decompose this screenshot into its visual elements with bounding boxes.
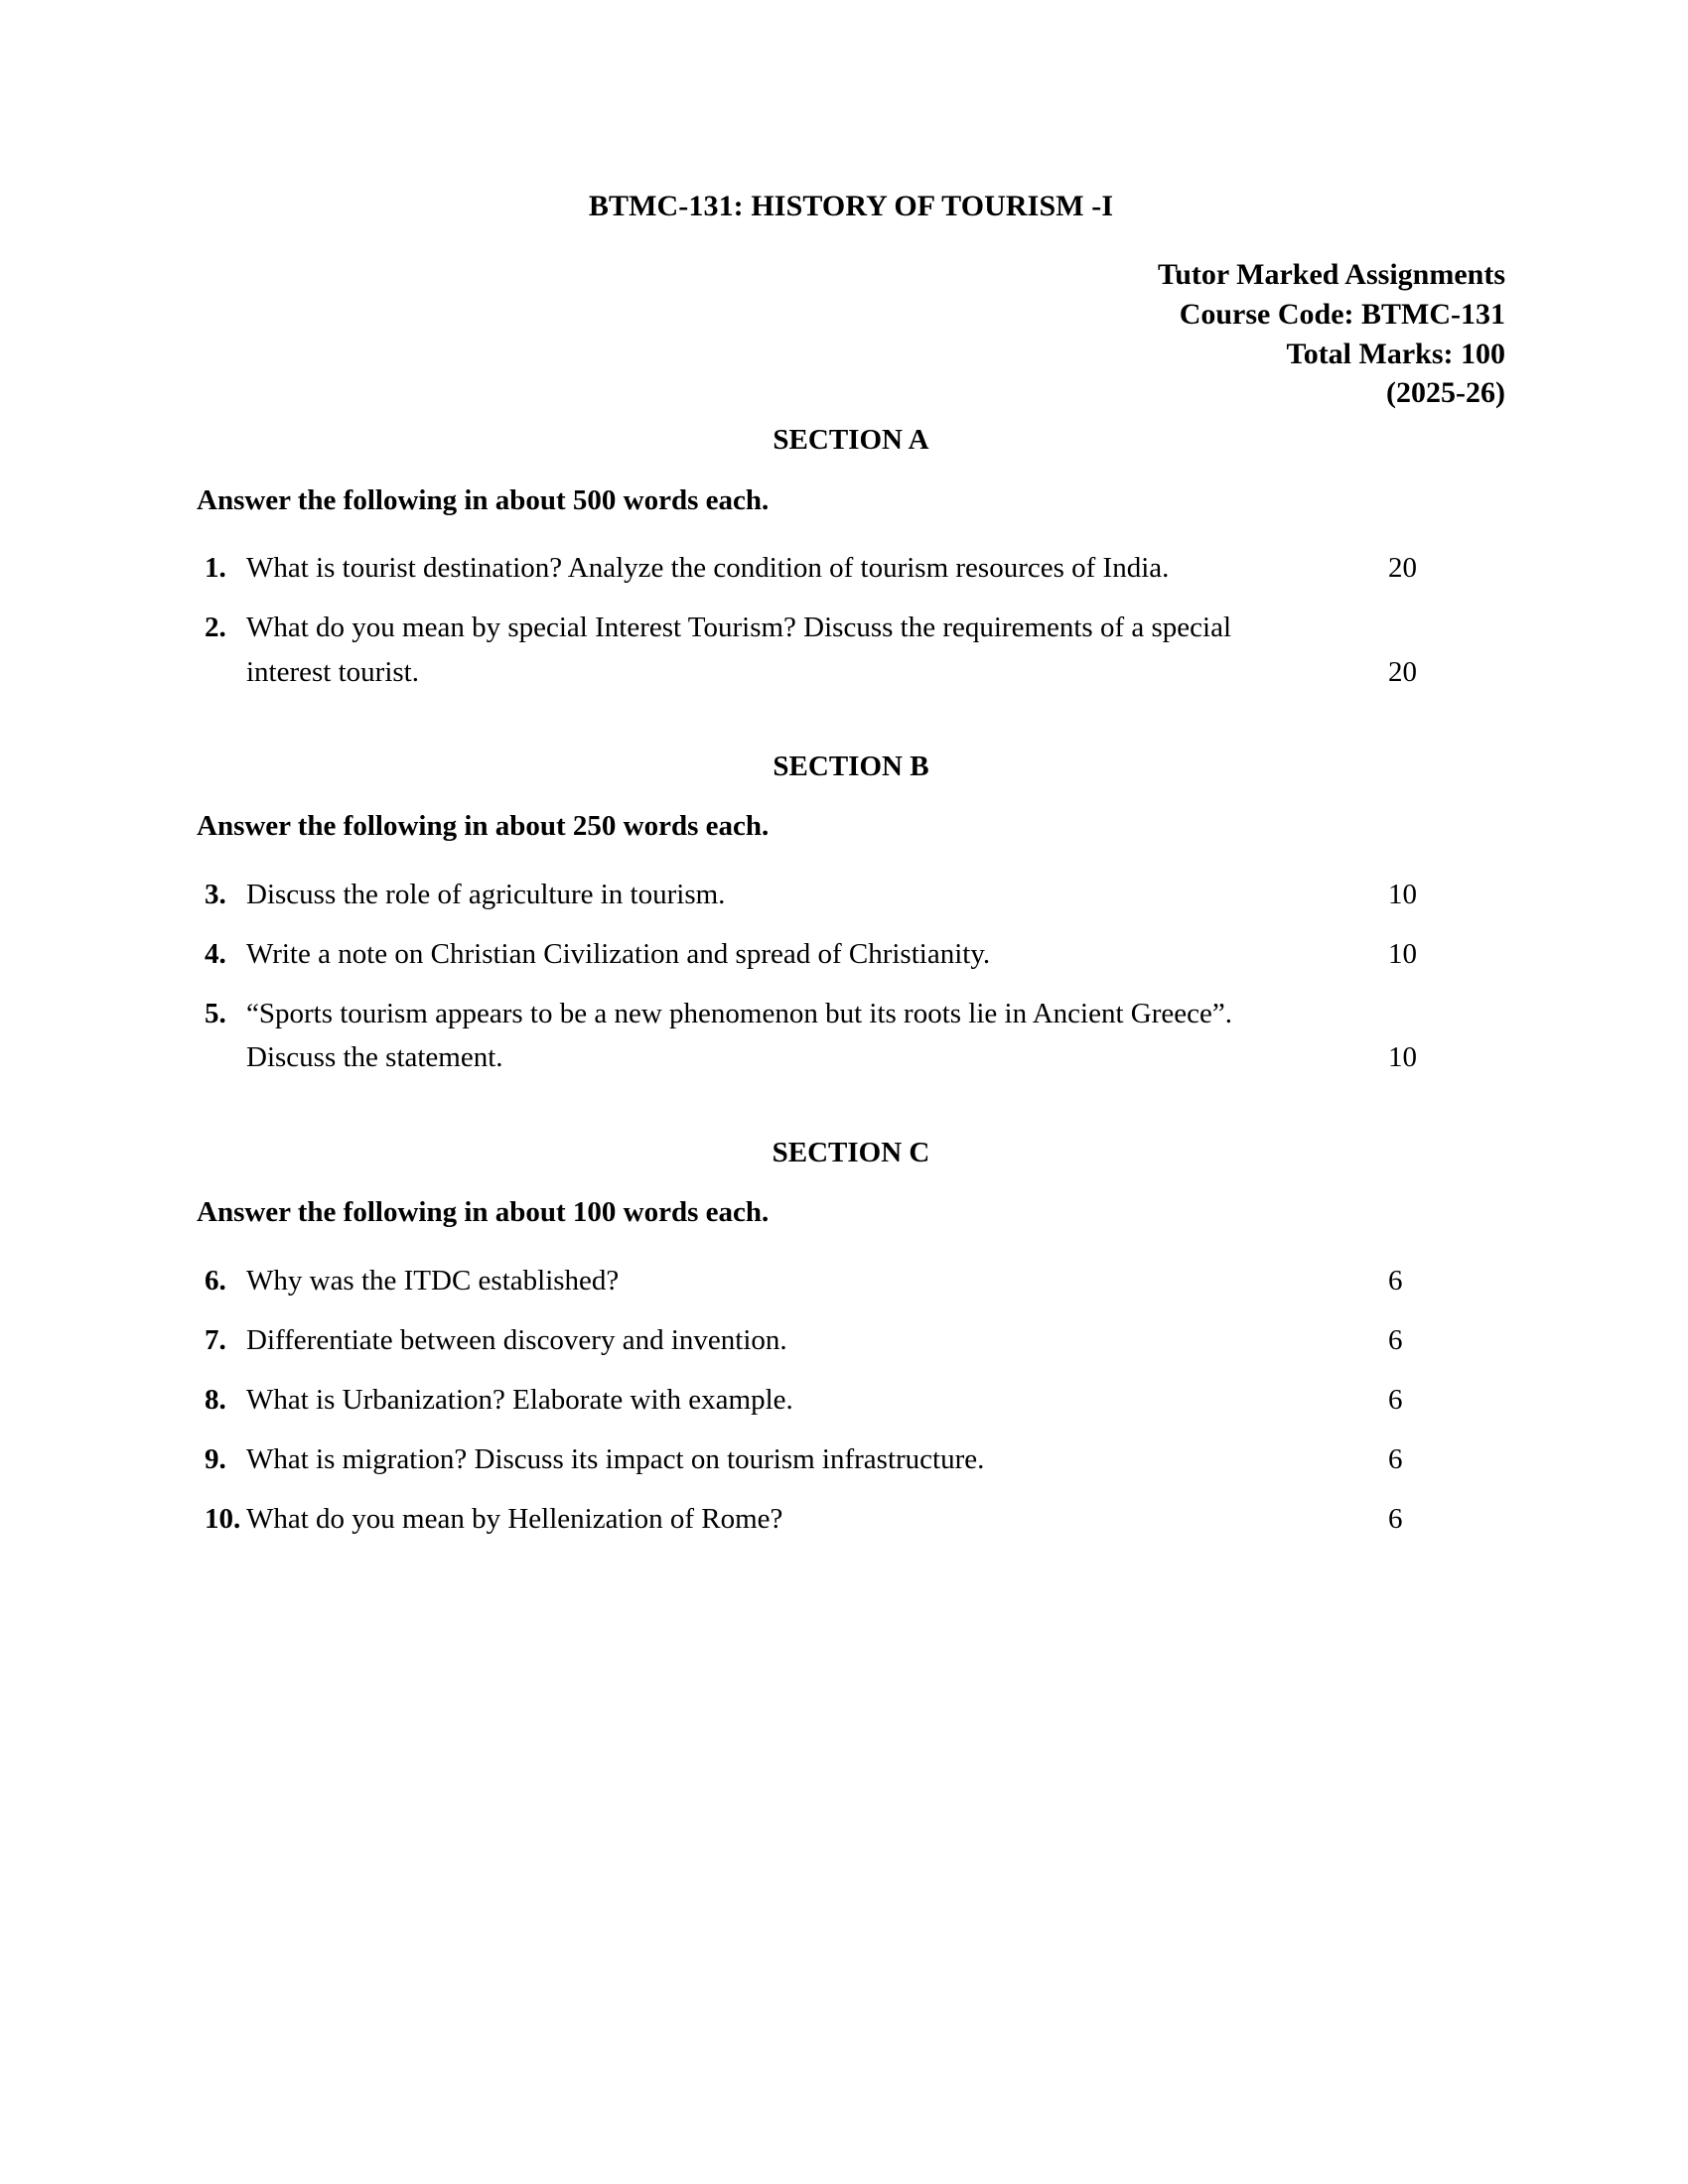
question-row: [246, 932, 1505, 976]
question-marks: 6: [1388, 1503, 1403, 1536]
question-continuation-text: Discuss the statement.: [246, 1041, 503, 1074]
question-row: [246, 606, 1505, 649]
question-row: [246, 873, 1505, 916]
question-text: Why was the ITDC established?: [246, 1265, 620, 1297]
question-body: [246, 606, 1505, 693]
question-list-a: [197, 546, 1505, 693]
question-row: [246, 1259, 1505, 1302]
section-heading-b: SECTION B: [773, 750, 929, 782]
question-text: “Sports tourism appears to be a new phenomenon but its roots lie in Ancient Greece”.: [246, 998, 1232, 1030]
question-continuation-row: [246, 650, 1505, 694]
question-text: Write a note on Christian Civilization and spread of Christianity.: [246, 938, 991, 971]
question-number: 1.: [205, 552, 226, 585]
question-number: 2.: [205, 612, 226, 644]
question-row: [246, 546, 1505, 590]
question-text: What is Urbanization? Elaborate with example.: [246, 1384, 793, 1417]
question-text: Differentiate between discovery and invention.: [246, 1324, 787, 1357]
question-marks: 6: [1388, 1324, 1403, 1357]
question-continuation-marks: 20: [1388, 655, 1417, 688]
question-number: 7.: [205, 1324, 226, 1357]
question-marks: 6: [1388, 1265, 1403, 1297]
question-row: [246, 1497, 1505, 1541]
header-line-course-code: Course Code: BTMC-131: [1179, 297, 1505, 331]
page-title: BTMC-131: HISTORY OF TOURISM -I: [588, 190, 1114, 222]
question-body: [246, 992, 1505, 1079]
question-marks: 20: [1388, 552, 1417, 585]
question-body: [246, 1378, 1505, 1422]
question-body: [246, 1318, 1505, 1362]
header-line-session-year: (2025-26): [1386, 376, 1505, 410]
question-row: [246, 1437, 1505, 1481]
question-marks: 10: [1388, 879, 1417, 911]
list-item: [197, 1318, 1505, 1362]
question-continuation-marks: 10: [1388, 1041, 1417, 1074]
question-row: [246, 992, 1505, 1035]
question-marks: 6: [1388, 1384, 1403, 1417]
question-body: [246, 546, 1505, 590]
list-item: [197, 992, 1505, 1079]
section-instruction-a: Answer the following in about 500 words each.: [197, 483, 770, 516]
question-continuation-row: [246, 1035, 1505, 1079]
question-number: 10.: [205, 1503, 241, 1536]
list-item: [197, 932, 1505, 976]
header-line-total-marks: Total Marks: 100: [1286, 337, 1505, 370]
question-number: 5.: [205, 998, 226, 1030]
section-instruction-b: Answer the following in about 250 words each.: [197, 810, 770, 843]
question-text: Discuss the role of agriculture in tourism.: [246, 879, 726, 911]
question-row: [246, 1378, 1505, 1422]
header-line-assignment-type: Tutor Marked Assignments: [1157, 258, 1505, 292]
question-number: 8.: [205, 1384, 226, 1417]
question-body: [246, 1259, 1505, 1302]
question-row: [246, 1318, 1505, 1362]
question-body: [246, 873, 1505, 916]
list-item: [197, 1259, 1505, 1302]
section-heading-c: SECTION C: [772, 1136, 930, 1168]
question-list-c: [197, 1259, 1505, 1541]
list-item: [197, 873, 1505, 916]
document-content: [197, 0, 1505, 1541]
question-list-b: [197, 873, 1505, 1079]
question-text: What is tourist destination? Analyze the condition of tourism resources of India.: [246, 552, 1170, 585]
list-item: [197, 1378, 1505, 1422]
section-instruction-c: Answer the following in about 100 words each.: [197, 1196, 770, 1229]
question-number: 9.: [205, 1443, 226, 1476]
list-item: [197, 1437, 1505, 1481]
question-text: What is migration? Discuss its impact on tourism infrastructure.: [246, 1443, 985, 1476]
question-number: 4.: [205, 938, 226, 971]
assignment-header-block: [197, 255, 1505, 412]
section-heading-a: SECTION A: [773, 423, 929, 456]
list-item: [197, 606, 1505, 693]
question-number: 3.: [205, 879, 226, 911]
question-marks: 10: [1388, 938, 1417, 971]
question-text: What do you mean by Hellenization of Rome?: [246, 1503, 783, 1536]
question-marks: 6: [1388, 1443, 1403, 1476]
question-body: [246, 932, 1505, 976]
question-continuation-text: interest tourist.: [246, 655, 419, 688]
list-item: [197, 546, 1505, 590]
list-item: [197, 1497, 1505, 1541]
question-number: 6.: [205, 1265, 226, 1297]
question-body: [246, 1437, 1505, 1481]
question-text: What do you mean by special Interest Tourism? Discuss the requirements of a special: [246, 612, 1232, 644]
question-body: [246, 1497, 1505, 1541]
